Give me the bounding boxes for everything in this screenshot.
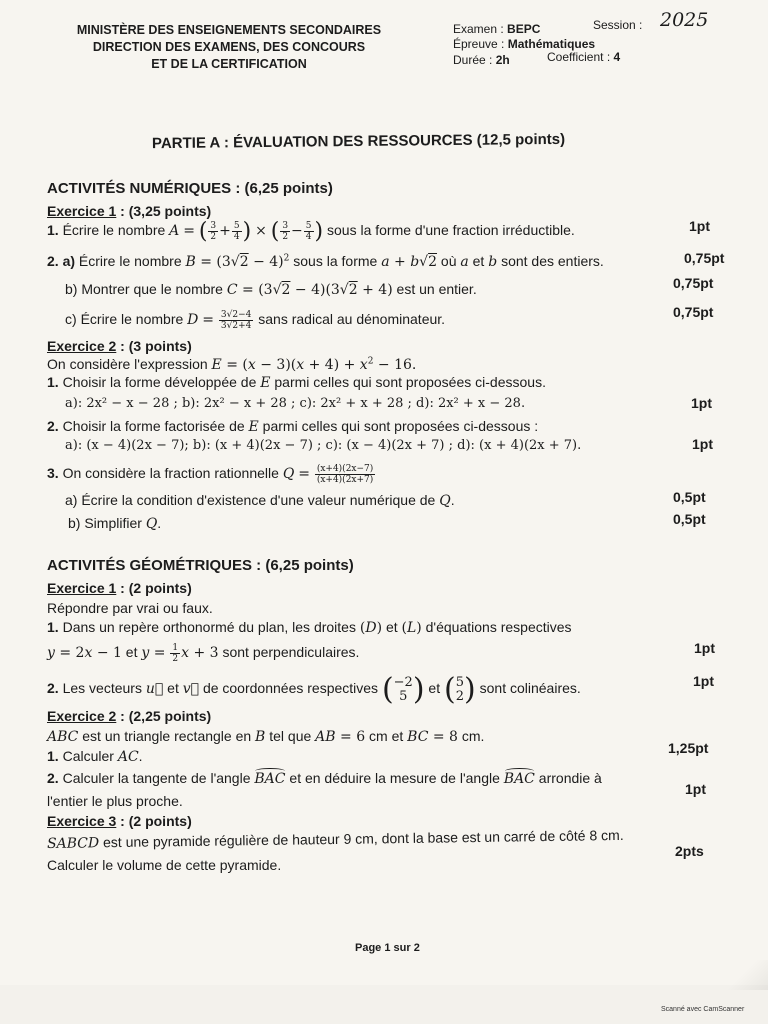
exercise-label: Exercice 2	[47, 338, 117, 354]
question-text: et	[385, 619, 398, 635]
numeric-ex2-q1-options: a): 2x² − x − 28 ; b): 2x² − x + 28 ; c): 2x² + x + 28 ; d): 2x² + x − 28.	[65, 396, 526, 411]
question-number: b)	[68, 515, 81, 531]
points-value: 0,5pt	[673, 511, 706, 527]
duree-label: Durée :	[453, 53, 493, 67]
question-number: 1.	[47, 619, 59, 635]
geometric-ex1-q1-cont: y = 2x − 1 et y = $\frac{1}{2}$ x + 3 sont perpendiculaires.	[47, 643, 360, 664]
geometric-ex2-q1: 1. Calculer AC.	[47, 748, 143, 765]
geometric-ex1-q1: 1. Dans un repère orthonormé du plan, les droites (D) et (L) d'équations respectives	[47, 619, 572, 636]
numeric-ex2-q2: 2. Choisir la forme factorisée de E parmi celles qui sont proposées ci-dessous :	[47, 418, 539, 435]
question-text: cm.	[461, 728, 485, 744]
question-number: 2.	[47, 770, 59, 786]
numeric-ex2-q3: 3. On considère la fraction rationnelle Q = $\frac{(x+4)(2x-7)}{(x+4)(2x+7)}$	[47, 464, 374, 485]
points-value: 2pts	[675, 843, 704, 859]
geometric-ex3-title	[47, 813, 192, 829]
question-text: et en déduire la mesure de l'angle	[289, 770, 500, 786]
question-text: Montrer que le nombre	[81, 281, 223, 297]
numeric-ex2-q3a: a) Écrire la condition d'existence d'une valeur numérique de Q.	[65, 492, 455, 509]
numeric-ex1-q2b: b) Montrer que le nombre C = (3√2 − 4)(3√2 + 4) est un entier.	[65, 281, 477, 298]
question-text: et	[472, 253, 485, 269]
coef-value: 4	[613, 50, 621, 64]
exercise-label: Exercice 1	[47, 580, 117, 596]
numeric-ex1-title	[47, 203, 211, 219]
question-text: On considère l'expression	[47, 356, 208, 372]
ministry-line: DIRECTION DES EXAMENS, DES CONCOURS	[92, 40, 366, 54]
formula-A: A	[169, 223, 180, 240]
question-text: sous la forme d'une fraction irréductible.	[327, 222, 575, 239]
numeric-ex1-q2a: 2. a) Écrire le nombre $B = (3√2 - 4)^2$ sous la forme a + b√2 où a et b sont des entiers.	[47, 253, 604, 270]
points-value: 1pt	[693, 673, 714, 689]
exercise-points: : (3 points)	[116, 338, 192, 354]
question-text: est un entier.	[396, 281, 477, 297]
question-text: tel que	[269, 728, 312, 744]
part-title: PARTIE A : ÉVALUATION DES RESSOURCES (12,5 points)	[151, 130, 566, 153]
question-text: de coordonnées respectives	[202, 680, 379, 697]
ministry-line: ET DE LA CERTIFICATION	[151, 57, 307, 71]
exercise-points: : (2,25 points)	[116, 708, 212, 724]
points-value: 0,75pt	[673, 275, 714, 291]
question-number: 2. a)	[47, 253, 76, 269]
numeric-ex1-q2c: c) Écrire le nombre D = $\frac{3√2-4}{3√2+4}$ sans radical au dénominateur.	[65, 310, 446, 331]
session-value: 2025	[660, 9, 709, 31]
points-value: 0,75pt	[673, 304, 714, 320]
question-text: est une pyramide régulière de hauteur 9 cm, dont la base est un carré de côté 8 cm.	[102, 826, 624, 851]
question-text: Simplifier	[84, 515, 142, 531]
question-number: b)	[65, 281, 78, 297]
epreuve-value: Mathématiques	[507, 37, 596, 51]
exercise-points: : (3,25 points)	[116, 203, 212, 219]
exercise-label: Exercice 1	[47, 203, 117, 219]
question-number: 2.	[47, 418, 59, 434]
question-text: est un triangle rectangle en	[82, 728, 252, 744]
question-text: Écrire le nombre	[80, 311, 184, 328]
exercise-points: : (2 points)	[116, 813, 192, 829]
points-value: 1pt	[685, 781, 706, 797]
numeric-ex2-q2-options: a): (x − 4)(2x − 7); b): (x + 4)(2x − 7) ; c): (x − 4)(2x + 7) ; d): (x + 4)(2x + 7).	[65, 438, 582, 453]
exercise-label: Exercice 2	[47, 708, 117, 724]
question-text: Choisir la forme factorisée de	[62, 418, 245, 434]
geometric-ex3-line2: Calculer le volume de cette pyramide.	[47, 857, 282, 873]
page-footer: Page 1 sur 2	[355, 942, 420, 954]
exercise-label: Exercice 3	[47, 813, 117, 829]
question-text: sont perpendiculaires.	[222, 644, 360, 661]
points-value: 0,75pt	[684, 250, 725, 266]
coef-line	[547, 49, 620, 66]
question-text: où	[440, 253, 457, 269]
exam-label: Examen :	[453, 22, 504, 36]
ministry-header	[58, 22, 400, 73]
question-number: 1.	[47, 748, 59, 764]
geometric-ex1-title	[47, 580, 192, 596]
question-number: 2.	[47, 680, 59, 697]
epreuve-label: Épreuve :	[453, 37, 505, 51]
geometric-ex2-q2: 2. Calculer la tangente de l'angle BAC et en déduire la mesure de l'angle BAC arrondie à	[47, 770, 602, 787]
question-text: et	[167, 680, 179, 697]
geometric-ex2-intro: ABC est un triangle rectangle en B tel que AB = 6 cm et BC = 8 cm.	[47, 728, 485, 745]
scanner-watermark: Scanné avec CamScanner	[661, 1006, 745, 1013]
question-text: Les vecteurs	[62, 680, 142, 697]
question-text: sans radical au dénominateur.	[258, 311, 446, 328]
geometric-section-title: ACTIVITÉS GÉOMÉTRIQUES : (6,25 points)	[47, 557, 354, 574]
geometric-ex2-q2-cont: l'entier le plus proche.	[47, 793, 183, 809]
numeric-ex2-q1: 1. Choisir la forme développée de E parmi celles qui sont proposées ci-dessous.	[47, 374, 546, 391]
question-text: sont des entiers.	[501, 253, 604, 269]
geometric-ex1-q2: 2. Les vecteurs u⃗ et v⃗ de coordonnées respectives (−2 5 ) et (5 2) sont colinéaires.	[47, 672, 581, 707]
ministry-line: MINISTÈRE DES ENSEIGNEMENTS SECONDAIRES	[76, 23, 382, 37]
numeric-ex2-q3b: b) Simplifier Q.	[68, 515, 162, 532]
exercise-points: : (2 points)	[116, 580, 192, 596]
question-text: Choisir la forme développée de	[62, 374, 257, 390]
page-corner-shadow	[728, 960, 768, 990]
question-text: sont colinéaires.	[479, 680, 581, 697]
question-text: Écrire le nombre	[62, 222, 166, 239]
question-text: On considère la fraction rationnelle	[62, 465, 279, 482]
question-text: Dans un repère orthonormé du plan, les droites	[62, 619, 356, 635]
points-value: 1pt	[691, 395, 712, 411]
geometric-ex2-title	[47, 708, 211, 724]
question-text: d'équations respectives	[425, 619, 572, 635]
points-value: 1pt	[694, 640, 715, 656]
question-text: arrondie à	[538, 770, 602, 786]
question-number: 1.	[47, 222, 59, 239]
question-text: sous la forme	[293, 253, 378, 269]
question-number: 3.	[47, 465, 59, 482]
points-value: 1,25pt	[668, 740, 709, 756]
geometric-ex1-intro: Répondre par vrai ou faux.	[47, 600, 213, 616]
exam-value: BEPC	[507, 22, 541, 36]
question-number: c)	[65, 311, 77, 328]
question-text: Écrire la condition d'existence d'une valeur numérique de	[81, 492, 436, 508]
question-number: a)	[65, 492, 78, 508]
question-text: Calculer	[62, 748, 114, 764]
numeric-section-title: ACTIVITÉS NUMÉRIQUES : (6,25 points)	[47, 180, 333, 197]
question-number: 1.	[47, 374, 59, 390]
points-value: 1pt	[689, 218, 710, 234]
session-label: Session :	[593, 18, 643, 32]
question-text: parmi celles qui sont proposées ci-dessous.	[274, 374, 546, 390]
question-text: cm et	[369, 728, 404, 744]
question-text: parmi celles qui sont proposées ci-dessous :	[262, 418, 539, 434]
geometric-ex3-line1: SABCD est une pyramide régulière de hauteur 9 cm, dont la base est un carré de côté 8 cm.	[46, 826, 624, 852]
points-value: 1pt	[692, 436, 713, 452]
numeric-ex1-q1: 1. Écrire le nombre A = ( $\frac{3}{2}$ + $\frac{5}{4}$ ) × ( $\frac{3}{2}$ − $\frac{5}{4}$ ) sous la forme d'une fraction irréductible.	[47, 219, 575, 244]
coef-label: Coefficient :	[547, 50, 611, 64]
duree-line	[453, 52, 510, 69]
numeric-ex2-intro: On considère l'expression $E = (x - 3)(x + 4) + x^2 - 16$.	[47, 356, 417, 373]
points-value: 0,5pt	[673, 489, 706, 505]
question-text: Écrire le nombre	[78, 253, 182, 269]
duree-value: 2h	[495, 53, 510, 67]
question-text: Calculer la tangente de l'angle	[62, 770, 251, 786]
numeric-ex2-title	[47, 338, 192, 354]
